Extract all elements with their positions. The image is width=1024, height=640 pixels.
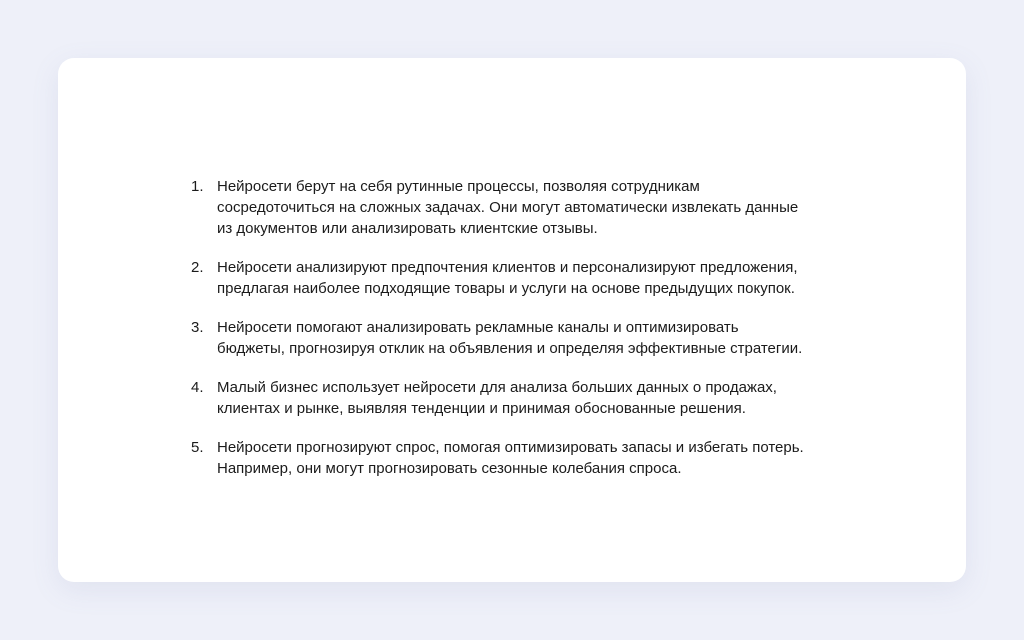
list-item-number: 4.: [191, 379, 204, 396]
text-line: Например, они могут прогнозировать сезонные колебания спроса.: [217, 460, 682, 477]
text-line: Нейросети анализируют предпочтения клиентов и персонализируют предложения,: [217, 259, 798, 276]
text-line: предлагая наиболее подходящие товары и услуги на основе предыдущих покупок.: [217, 280, 795, 297]
list-item-text: [217, 437, 804, 479]
text-line: из документов или анализировать клиентские отзывы.: [217, 220, 598, 237]
text-line: клиентах и рынке, выявляя тенденции и принимая обоснованные решения.: [217, 400, 746, 417]
text-line: Нейросети прогнозируют спрос, помогая оптимизировать запасы и избегать потерь.: [217, 439, 804, 456]
list-item: [191, 176, 851, 239]
list-item-number: 1.: [191, 178, 204, 195]
list-item-number: 5.: [191, 439, 204, 456]
text-line: Малый бизнес использует нейросети для анализа больших данных о продажах,: [217, 379, 777, 396]
list-item-text: [217, 377, 777, 419]
list-item: [191, 257, 851, 299]
list-item-number: 3.: [191, 319, 204, 336]
list-item-text: [217, 176, 798, 239]
list-item: [191, 437, 851, 479]
content-card: [58, 58, 966, 582]
numbered-list: [191, 176, 851, 497]
list-item: [191, 317, 851, 359]
text-line: Нейросети помогают анализировать рекламные каналы и оптимизировать: [217, 319, 739, 336]
text-line: бюджеты, прогнозируя отклик на объявления и определяя эффективные стратегии.: [217, 340, 803, 357]
list-item-text: [217, 257, 798, 299]
text-line: сосредоточиться на сложных задачах. Они могут автоматически извлекать данные: [217, 199, 799, 216]
text-line: Нейросети берут на себя рутинные процессы, позволяя сотрудникам: [217, 178, 700, 195]
list-item: [191, 377, 851, 419]
list-item-text: [217, 317, 802, 359]
list-item-number: 2.: [191, 259, 204, 276]
